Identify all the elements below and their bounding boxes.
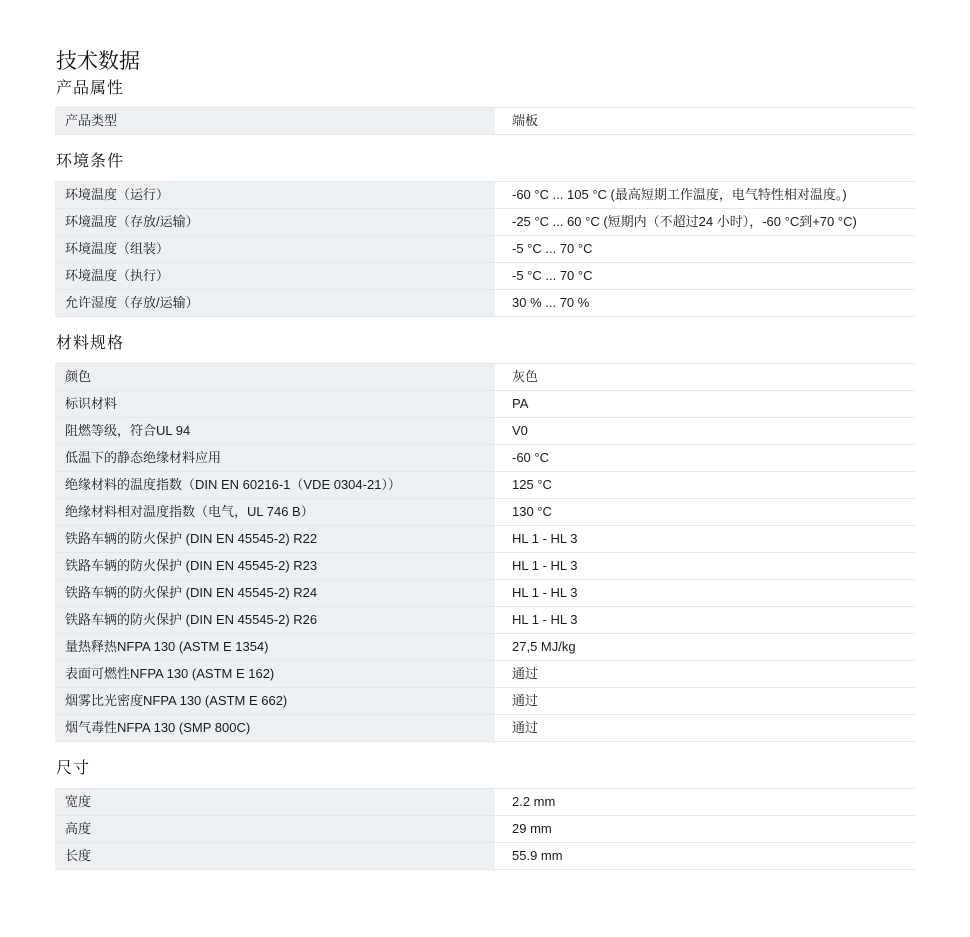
row-value: 125 °C [495,472,915,499]
spec-table [55,107,915,135]
table-row [55,263,915,290]
row-value: HL 1 - HL 3 [495,580,915,607]
section-material-specifications [55,333,915,742]
table-row [55,715,915,742]
row-label: 表面可燃性NFPA 130 (ASTM E 162) [55,661,495,688]
table-row [55,182,915,209]
row-value: -5 °C ... 70 °C [495,263,915,290]
row-value: 通过 [495,688,915,715]
row-value: 55.9 mm [495,843,915,870]
row-label: 标识材料 [55,391,495,418]
row-label: 环境温度（存放/运输） [55,209,495,236]
row-label: 高度 [55,816,495,843]
section-environmental-conditions [55,151,915,317]
row-value: 130 °C [495,499,915,526]
row-value: -60 °C [495,445,915,472]
row-value: 30 % ... 70 % [495,290,915,317]
row-label: 宽度 [55,789,495,816]
row-value: 29 mm [495,816,915,843]
row-label: 量热释热NFPA 130 (ASTM E 1354) [55,634,495,661]
row-label: 烟气毒性NFPA 130 (SMP 800C) [55,715,495,742]
table-row [55,526,915,553]
row-label: 阻燃等级，符合UL 94 [55,418,495,445]
row-value: -5 °C ... 70 °C [495,236,915,263]
section-title: 环境条件 [56,153,125,170]
spec-table [55,363,915,742]
row-label: 环境温度（执行） [55,263,495,290]
table-row [55,816,915,843]
table-row [55,290,915,317]
row-value: 27,5 MJ/kg [495,634,915,661]
row-value: -25 °C ... 60 °C (短期内（不超过24 小时），-60 °C到+70 °C) [495,209,915,236]
row-label: 铁路车辆的防火保护 (DIN EN 45545-2) R22 [55,526,495,553]
spec-table [55,181,915,317]
row-value: -60 °C ... 105 °C (最高短期工作温度，电气特性相对温度。) [495,182,915,209]
row-value: PA [495,391,915,418]
section-title: 产品属性 [56,80,125,97]
spec-table [55,788,915,870]
table-row [55,418,915,445]
table-row [55,391,915,418]
row-label: 环境温度（组装） [55,236,495,263]
row-value: 2.2 mm [495,789,915,816]
table-row [55,553,915,580]
row-label: 允许湿度（存放/运输） [55,290,495,317]
table-row [55,607,915,634]
row-label: 产品类型 [55,108,495,135]
row-label: 绝缘材料相对温度指数（电气，UL 746 B） [55,499,495,526]
section-title: 材料规格 [56,335,125,352]
row-label: 环境温度（运行） [55,182,495,209]
row-label: 铁路车辆的防火保护 (DIN EN 45545-2) R24 [55,580,495,607]
table-row [55,108,915,135]
row-value: HL 1 - HL 3 [495,526,915,553]
section-product-properties [55,78,915,135]
row-value: 灰色 [495,364,915,391]
table-row [55,789,915,816]
row-value: 通过 [495,715,915,742]
row-value: 通过 [495,661,915,688]
row-value: HL 1 - HL 3 [495,607,915,634]
table-row [55,580,915,607]
table-row [55,364,915,391]
row-label: 绝缘材料的温度指数（DIN EN 60216-1（VDE 0304-21）） [55,472,495,499]
section-title: 尺寸 [56,760,91,777]
table-row [55,634,915,661]
row-value: V0 [495,418,915,445]
table-row [55,661,915,688]
page-title: 技术数据 [56,50,140,73]
row-label: 颜色 [55,364,495,391]
table-row [55,472,915,499]
row-label: 铁路车辆的防火保护 (DIN EN 45545-2) R26 [55,607,495,634]
row-label: 铁路车辆的防火保护 (DIN EN 45545-2) R23 [55,553,495,580]
table-row [55,236,915,263]
row-value: 端板 [495,108,915,135]
table-row [55,499,915,526]
row-value: HL 1 - HL 3 [495,553,915,580]
section-dimensions [55,758,915,870]
row-label: 长度 [55,843,495,870]
table-row [55,445,915,472]
table-row [55,843,915,870]
technical-data-page [55,48,915,870]
table-row [55,688,915,715]
row-label: 烟雾比光密度NFPA 130 (ASTM E 662) [55,688,495,715]
table-row [55,209,915,236]
row-label: 低温下的静态绝缘材料应用 [55,445,495,472]
